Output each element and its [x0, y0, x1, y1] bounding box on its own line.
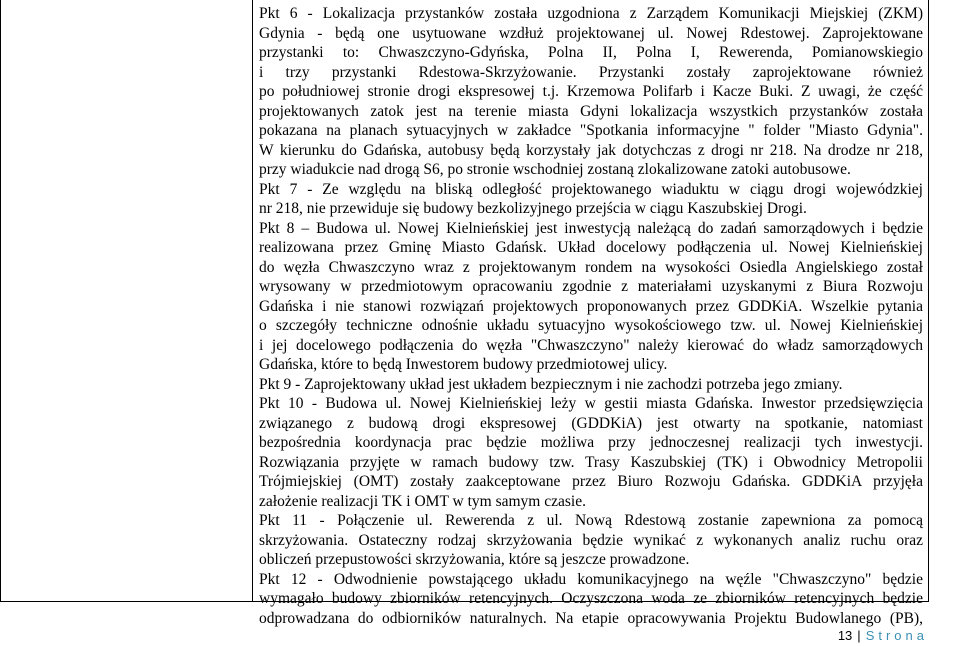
- text-line: odprowadzana do odbiorników naturalnych. Na etapie opracowywania Projektu Budowlanego (PB),: [259, 609, 923, 627]
- text-line: nr 218, nie przewiduje się budowy bezkolizyjnego przejścia w ciągu Kaszubskiej Drogi.: [259, 200, 807, 217]
- text-line: Gdynia - będą one usytuowane wzdłuż projektowanej ul. Nowej Rdestowej. Zaprojektowane: [259, 24, 923, 42]
- text-line: bezpośrednia koordynacja prac będzie możliwa przy jednoczesnej realizacji tych inwestycji.: [259, 434, 923, 451]
- text-line: W kierunku do Gdańska, autobusy będą korzystały jak dotychczas z drogi nr 218. Na drodze nr 218,: [259, 141, 923, 159]
- text-line: Pkt 6 - Lokalizacja przystanków została uzgodniona z Zarządem Komunikacji Miejskiej (ZKM): [259, 5, 923, 22]
- text-line: po południowej stronie drogi ekspresowej t.j. Krzemowa Polifarb i Kacze Buki. Z uwagi, że część: [259, 83, 923, 100]
- text-line: o szczegóły techniczne odnośnie układu sytuacyjno wysokościowego tzw. ul. Nowej Kielnieńskiej: [259, 317, 923, 334]
- text-line: związanego z budową drogi ekspresowej (GDDKiA) jest otwarty na spotkanie, natomiast: [259, 414, 923, 432]
- text-line: Pkt 11 - Połączenie ul. Rewerenda z ul. Nową Rdestową zostanie zapewniona za pomocą: [259, 512, 923, 529]
- text-line: Pkt 12 - Odwodnienie powstającego układu komunikacyjnego na węźle "Chwaszczyno" będzie: [259, 570, 923, 588]
- footer-separator: |: [857, 628, 861, 643]
- text-line: Gdańska, które to będą Inwestorem budowy przedmiotowej ulicy.: [259, 356, 668, 373]
- column-divider: [252, 0, 253, 601]
- text-line: Rozwiązania przyjęte w ramach budowy tzw. Trasy Kaszubskiej (TK) i Obwodnicy Metropolii: [259, 453, 923, 471]
- text-line: założenie realizacji TK i OMT w tym samym czasie.: [259, 492, 586, 510]
- text-line: obliczeń przepustowości skrzyżowania, które są jeszcze prowadzone.: [259, 551, 690, 568]
- text-line: i jej docelowego podłączenia do węzła "Chwaszczyno" należy kierować do władz samorządowych: [259, 336, 923, 354]
- text-line: realizowana przez Gminę Miasto Gdańsk. Układ docelowy podłączenia ul. Nowej Kielnieńskiej: [259, 239, 923, 256]
- text-line: wrysowany w przedmiotowym opracowaniu zgodnie z materiałami uzyskanymi z Biura Rozwoju: [259, 278, 923, 295]
- text-line: do węzła Chwaszczyno wraz z projektowanym rondem na wysokości Osiedla Angielskiego został: [259, 258, 923, 276]
- text-line: pokazana na planach sytuacyjnych w zakładce "Spotkania informacyjne " folder "Miasto Gdynia".: [259, 122, 923, 139]
- text-line: skrzyżowania. Ostateczny rodzaj skrzyżowania będzie wynikać z wykonanych analiz ruchu oraz: [259, 531, 923, 549]
- page-number: 13: [837, 628, 853, 643]
- text-line: przystanki to: Chwaszczyno-Gdyńska, Polna II, Polna I, Rewerenda, Pomianowskiegio: [259, 44, 923, 61]
- page-footer: [838, 628, 928, 643]
- text-line: Pkt 7 - Ze względu na bliską odległość projektowanego wiaduktu w ciągu drogi wojewódzkiej: [259, 180, 923, 198]
- text-line: Pkt 9 - Zaprojektowany układ jest układem bezpiecznym i nie zachodzi potrzeba jego zmiany.: [259, 375, 843, 393]
- text-line: i trzy przystanki Rdestowa-Skrzyżowanie. Przystanki zostały zaprojektowane również: [259, 63, 923, 81]
- text-line: Pkt 8 – Budowa ul. Nowej Kielnieńskiej jest inwestycją należącą do zadań samorządowych i będzie: [259, 219, 923, 237]
- text-line: projektowanych zatok jest na terenie miasta Gdyni lokalizacja wszystkich przystanków została: [259, 102, 923, 120]
- text-line: Gdańska i nie stanowi rozwiązań projektowych proponowanych przez GDDKiA. Wszelkie pytania: [259, 297, 923, 315]
- text-line: wymagało budowy zbiorników retencyjnych. Oczyszczona woda ze zbiorników retencyjnych będzie: [259, 590, 923, 607]
- page-label: Strona: [865, 628, 928, 643]
- text-line: Trójmiejskiej (OMT) zostały zaakceptowane przez Biuro Rozwoju Gdańska. GDDKiA przyjęła: [259, 473, 923, 490]
- body-text-cell: [259, 4, 923, 628]
- text-line: Pkt 10 - Budowa ul. Nowej Kielnieńskiej leży w gestii miasta Gdańska. Inwestor przedsięwzięcia: [259, 395, 923, 412]
- text-line: przy wiadukcie nad drogą S6, po stronie wschodniej zostaną zlokalizowane zatoki autobusowe.: [259, 161, 851, 178]
